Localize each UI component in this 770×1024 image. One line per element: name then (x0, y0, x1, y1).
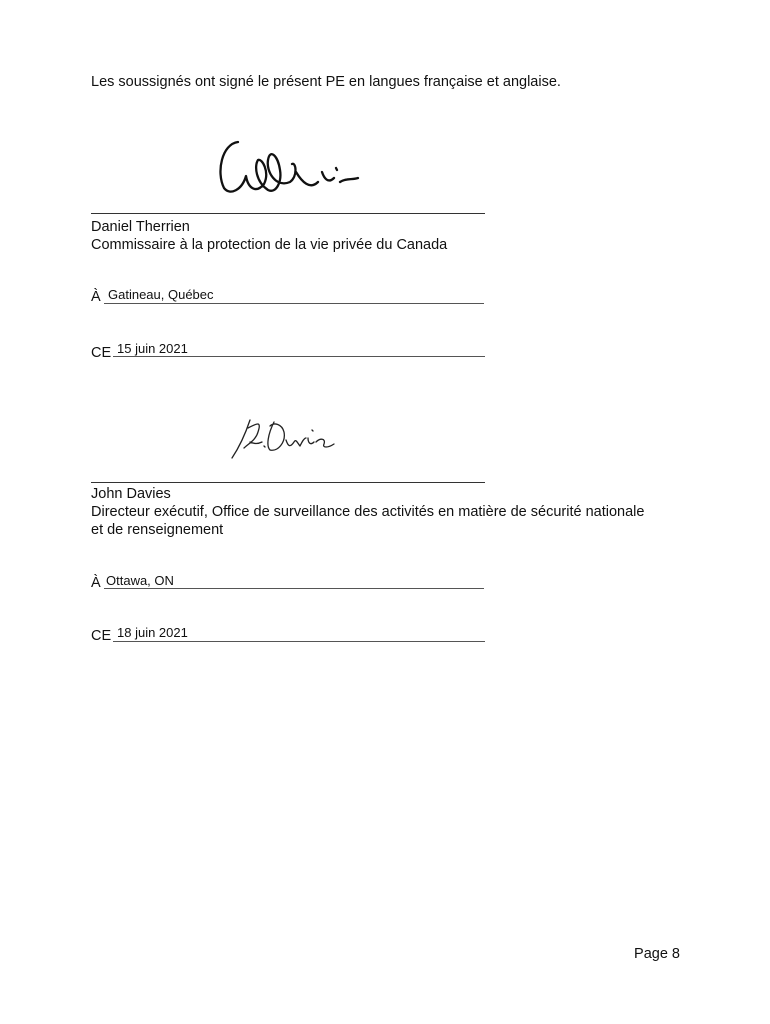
place-line-1 (104, 303, 484, 304)
date-label-2: CE (91, 628, 112, 644)
page-number: Page 8 (634, 946, 680, 962)
intro-text: Les soussignés ont signé le présent PE en langues française et anglaise. (91, 74, 561, 90)
date-value-2: 18 juin 2021 (117, 625, 188, 640)
signatory-1-title: Commissaire à la protection de la vie privée du Canada (91, 237, 448, 253)
place-value-2: Ottawa, ON (106, 573, 174, 588)
signature-line-1 (91, 213, 485, 214)
signatory-2-name: John Davies (91, 486, 171, 502)
date-label-1: CE (91, 345, 112, 361)
signatory-2-title-line-2: et de renseignement (91, 522, 224, 538)
place-label-1: À (91, 289, 101, 305)
signatory-2-title-line-1: Directeur exécutif, Office de surveillance des activités en matière de sécurité nationale (91, 504, 645, 520)
place-value-1: Gatineau, Québec (108, 287, 214, 302)
place-label-2: À (91, 575, 101, 591)
date-value-1: 15 juin 2021 (117, 341, 188, 356)
signature-john-davies (228, 414, 340, 460)
signature-line-2 (91, 482, 485, 483)
signatory-1-name: Daniel Therrien (91, 219, 190, 235)
date-line-2 (113, 641, 485, 642)
signature-daniel-therrien (210, 132, 370, 202)
